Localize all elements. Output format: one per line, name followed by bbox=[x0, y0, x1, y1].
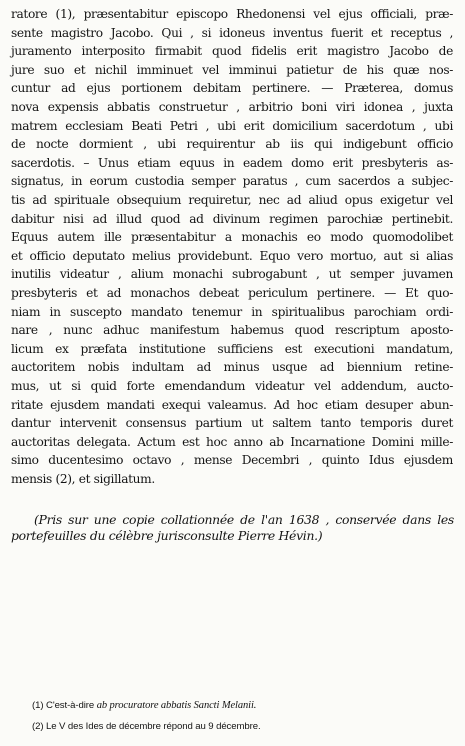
body-line: dabitur nisi ad illud quod ad divinum regimen parochiæ pertinebit. bbox=[11, 211, 453, 226]
footnote-2 bbox=[32, 721, 261, 733]
body-line: inutilis videatur , alium monachi subrogabunt , ut semper juvamen bbox=[11, 267, 453, 282]
body-line: auctoritem nobis indultam ad minus usque ad biennium retine- bbox=[11, 360, 453, 375]
footnote-1-italic: ab procuratore abbatis Sancti Melanii. bbox=[96, 700, 257, 711]
body-line: juramento interposito firmabit quod fidelis erit magistro Jacobo de bbox=[11, 44, 453, 59]
body-line: nova expensis abbatis construetur , arbitrio boni viri idonea , juxta bbox=[11, 100, 453, 114]
body-line: ratore (1), præsentabitur episcopo Rhedonensi vel ejus officiali, præ- bbox=[11, 7, 453, 21]
body-line: jure suo et nichil imminuet vel imminui patietur de his quæ nos- bbox=[11, 62, 453, 77]
body-line: mensis (2), et sigillatum. bbox=[11, 472, 155, 486]
body-line: mus, ut si quid forte emendandum videatur vel addendum, aucto- bbox=[11, 379, 453, 393]
footnote-1-marker: (1) bbox=[32, 700, 44, 711]
body-line: ritate ejusdem mandati exequi valeamus. Ad hoc etiam desuper abun- bbox=[11, 397, 453, 412]
body-line: et officio deputato melius providebunt. Equo vero mortuo, aut si alias bbox=[11, 248, 453, 263]
footnote-1-text: C'est-à-dire bbox=[46, 700, 95, 711]
body-line: matrem ecclesiam Beati Petri , ubi erit domicilium sacerdotum , ubi bbox=[11, 118, 453, 133]
body-line: sente magistro Jacobo. Qui , si idoneus inventus fuerit et receptus , bbox=[11, 25, 453, 40]
body-line: Equus autem ille præsentabitur a monachis eo modo quomodolibet bbox=[11, 230, 453, 245]
source-note-line-2: portefeuilles du célèbre jurisconsulte Pierre Hévin.) bbox=[11, 528, 323, 543]
body-line: cuntur ad ejus portionem debitam pertinere. — Præterea, domus bbox=[11, 81, 453, 96]
body-line: tis ad spirituale obsequium requiretur, nec ad aliud opus exigetur vel bbox=[11, 193, 453, 207]
source-note-line-1: (Pris sur une copie collationnée de l'an 1638 , conservée dans les bbox=[34, 512, 454, 527]
body-line: presbyteris et ad monachos debeat periculum pertinere. — Et quo- bbox=[11, 286, 453, 300]
footnote-1 bbox=[32, 700, 256, 712]
body-line: simo ducentesimo octavo , mense Decembri , quinto Idus ejusdem bbox=[11, 453, 453, 468]
body-line: licum ex præfata institutione sufficiens est executioni mandatum, bbox=[11, 341, 453, 356]
body-line: niam in suscepto mandato tenemur in spiritualibus parochiam ordi- bbox=[11, 304, 453, 319]
body-line: dantur intervenit consensus partium ut saltem tanto temporis duret bbox=[11, 416, 453, 431]
body-line: de nocte dormient , ubi requirentur ab iis qui indigebunt officio bbox=[11, 137, 453, 152]
body-line: signatus, in eorum custodia semper paratus , cum sacerdos a subjec- bbox=[11, 174, 453, 189]
body-line: sacerdotis. – Unus etiam equus in eadem domo erit presbyteris as- bbox=[11, 155, 453, 170]
footnote-2-text: Le V des Ides de décembre répond au 9 décembre. bbox=[46, 721, 261, 732]
body-line: auctoritas delegata. Actum est hoc anno ab Incarnatione Domini mille- bbox=[11, 434, 453, 449]
footnote-2-marker: (2) bbox=[32, 721, 44, 732]
body-line: nare , nunc adhuc manifestum habemus quod rescriptum aposto- bbox=[11, 323, 453, 338]
